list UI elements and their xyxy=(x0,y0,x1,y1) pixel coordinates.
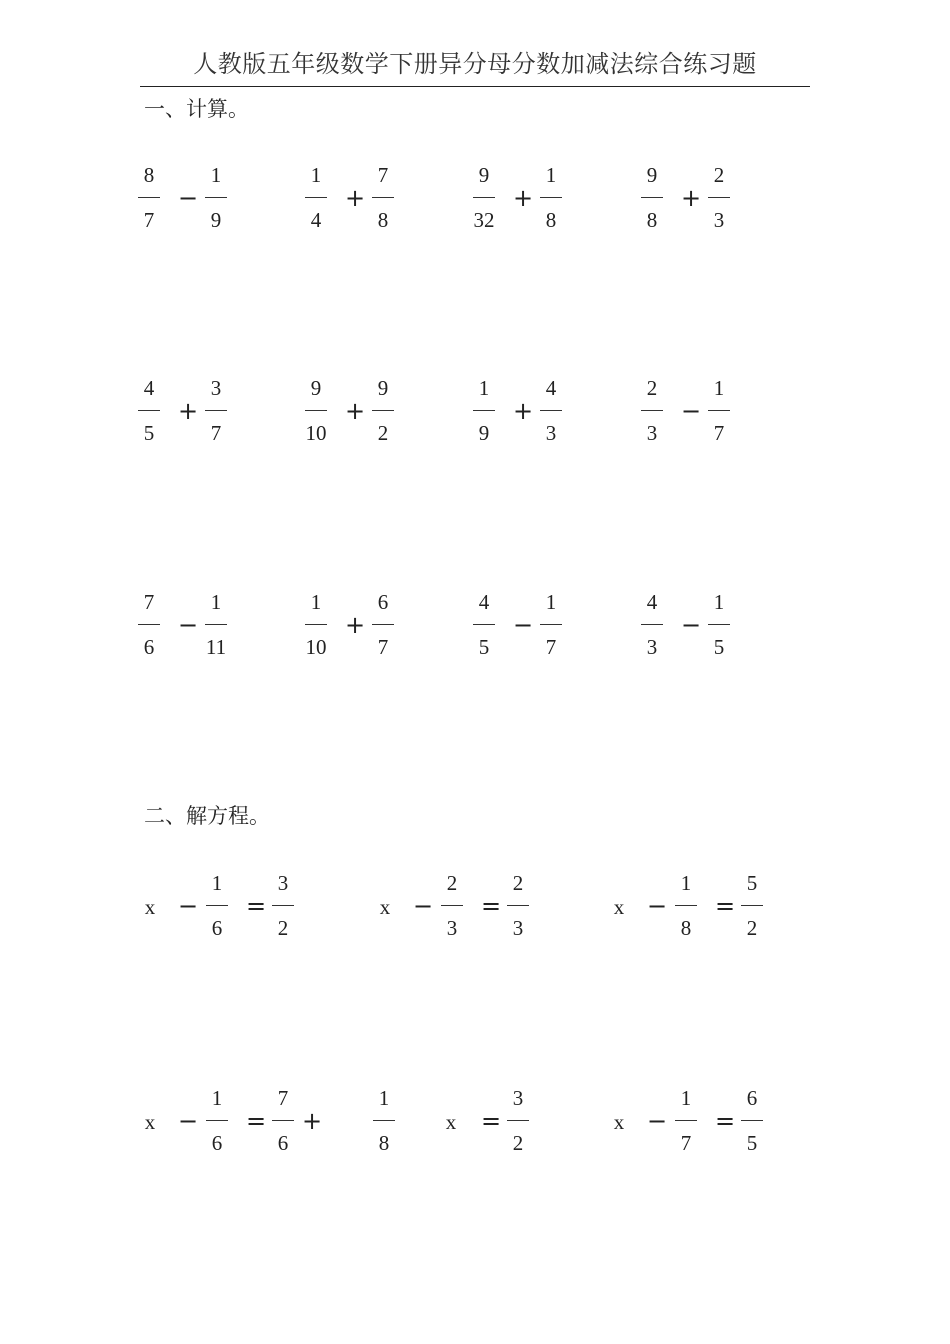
operator: − xyxy=(512,611,534,639)
fraction-bar xyxy=(372,410,394,411)
numerator: 4 xyxy=(143,376,155,400)
denominator: 6 xyxy=(277,1131,289,1155)
denominator: 3 xyxy=(646,421,658,445)
fraction xyxy=(301,160,331,240)
fraction-bar xyxy=(708,197,730,198)
numerator: 7 xyxy=(277,1086,289,1110)
denominator: 6 xyxy=(211,916,223,940)
numerator: 3 xyxy=(512,1086,524,1110)
denominator: 7 xyxy=(210,421,222,445)
numerator: 7 xyxy=(143,590,155,614)
denominator: 32 xyxy=(473,208,495,232)
fraction xyxy=(503,868,533,948)
variable-x: x xyxy=(379,895,391,919)
denominator: 7 xyxy=(680,1131,692,1155)
fraction-bar xyxy=(507,905,529,906)
fraction-bar xyxy=(441,905,463,906)
fraction xyxy=(268,1083,298,1163)
fraction xyxy=(503,1083,533,1163)
numerator: 1 xyxy=(680,1086,692,1110)
numerator: 5 xyxy=(746,871,758,895)
fraction xyxy=(202,1083,232,1163)
section-1-heading: 一、计算。 xyxy=(144,97,249,121)
fraction-bar xyxy=(741,905,763,906)
operator: − xyxy=(177,611,199,639)
denominator: 4 xyxy=(310,208,322,232)
fraction-bar xyxy=(206,1120,228,1121)
denominator: 3 xyxy=(646,635,658,659)
numerator: 4 xyxy=(478,590,490,614)
fraction xyxy=(637,373,667,453)
equals-sign: = xyxy=(245,892,267,920)
fraction-bar xyxy=(675,1120,697,1121)
fraction-bar xyxy=(473,197,495,198)
denominator: 8 xyxy=(378,1131,390,1155)
problem-row xyxy=(0,373,950,453)
fraction xyxy=(704,373,734,453)
fraction xyxy=(368,160,398,240)
fraction-bar xyxy=(675,905,697,906)
fraction xyxy=(637,587,667,667)
numerator: 3 xyxy=(277,871,289,895)
fraction xyxy=(201,160,231,240)
operator: + xyxy=(680,184,702,212)
numerator: 6 xyxy=(746,1086,758,1110)
numerator: 2 xyxy=(446,871,458,895)
denominator: 2 xyxy=(512,1131,524,1155)
variable-x: x xyxy=(613,895,625,919)
denominator: 9 xyxy=(478,421,490,445)
denominator: 7 xyxy=(713,421,725,445)
operator: + xyxy=(512,184,534,212)
numerator: 9 xyxy=(478,163,490,187)
fraction-bar xyxy=(507,1120,529,1121)
fraction xyxy=(268,868,298,948)
fraction xyxy=(536,160,566,240)
denominator: 5 xyxy=(478,635,490,659)
denominator: 7 xyxy=(545,635,557,659)
fraction xyxy=(704,587,734,667)
operator: + xyxy=(344,184,366,212)
fraction xyxy=(201,587,231,667)
fraction xyxy=(134,160,164,240)
denominator: 5 xyxy=(143,421,155,445)
fraction-bar xyxy=(305,197,327,198)
fraction xyxy=(737,868,767,948)
variable-x: x xyxy=(144,1110,156,1134)
fraction xyxy=(469,587,499,667)
numerator: 1 xyxy=(545,590,557,614)
numerator: 4 xyxy=(646,590,658,614)
operator: − xyxy=(680,611,702,639)
denominator: 8 xyxy=(680,916,692,940)
fraction xyxy=(671,1083,701,1163)
variable-x: x xyxy=(144,895,156,919)
fraction xyxy=(368,373,398,453)
denominator: 3 xyxy=(545,421,557,445)
fraction xyxy=(201,373,231,453)
numerator: 7 xyxy=(377,163,389,187)
numerator: 2 xyxy=(713,163,725,187)
fraction-bar xyxy=(305,410,327,411)
denominator: 11 xyxy=(205,635,227,659)
fraction-bar xyxy=(641,197,663,198)
denominator: 5 xyxy=(713,635,725,659)
fraction-bar xyxy=(473,410,495,411)
denominator: 8 xyxy=(545,208,557,232)
operator: + xyxy=(344,397,366,425)
fraction-bar xyxy=(373,1120,395,1121)
denominator: 10 xyxy=(305,635,327,659)
fraction-bar xyxy=(708,624,730,625)
variable-x: x xyxy=(445,1110,457,1134)
numerator: 6 xyxy=(377,590,389,614)
fraction xyxy=(134,587,164,667)
operator: + xyxy=(301,1107,323,1135)
numerator: 1 xyxy=(210,590,222,614)
numerator: 9 xyxy=(646,163,658,187)
numerator: 2 xyxy=(646,376,658,400)
denominator: 2 xyxy=(377,421,389,445)
fraction-bar xyxy=(205,410,227,411)
fraction-bar xyxy=(473,624,495,625)
fraction-bar xyxy=(205,197,227,198)
fraction-bar xyxy=(372,197,394,198)
numerator: 1 xyxy=(210,163,222,187)
fraction-bar xyxy=(372,624,394,625)
fraction-bar xyxy=(540,624,562,625)
fraction xyxy=(368,587,398,667)
numerator: 1 xyxy=(211,1086,223,1110)
numerator: 1 xyxy=(310,163,322,187)
operator: + xyxy=(512,397,534,425)
operator: − xyxy=(177,1107,199,1135)
fraction-bar xyxy=(138,624,160,625)
numerator: 1 xyxy=(211,871,223,895)
denominator: 6 xyxy=(211,1131,223,1155)
numerator: 1 xyxy=(680,871,692,895)
numerator: 1 xyxy=(713,590,725,614)
fraction-bar xyxy=(205,624,227,625)
fraction-bar xyxy=(138,197,160,198)
operator: − xyxy=(646,892,668,920)
denominator: 7 xyxy=(377,635,389,659)
numerator: 1 xyxy=(713,376,725,400)
numerator: 3 xyxy=(210,376,222,400)
denominator: 2 xyxy=(746,916,758,940)
equals-sign: = xyxy=(480,892,502,920)
equals-sign: = xyxy=(714,892,736,920)
equation-row xyxy=(0,868,950,948)
fraction xyxy=(301,373,331,453)
fraction-bar xyxy=(272,905,294,906)
numerator: 4 xyxy=(545,376,557,400)
denominator: 9 xyxy=(210,208,222,232)
fraction xyxy=(134,373,164,453)
fraction-bar xyxy=(641,410,663,411)
numerator: 1 xyxy=(478,376,490,400)
fraction xyxy=(737,1083,767,1163)
equals-sign: = xyxy=(714,1107,736,1135)
title-underline xyxy=(140,86,810,87)
denominator: 8 xyxy=(377,208,389,232)
operator: − xyxy=(680,397,702,425)
numerator: 2 xyxy=(512,871,524,895)
denominator: 3 xyxy=(713,208,725,232)
fraction-bar xyxy=(138,410,160,411)
operator: − xyxy=(646,1107,668,1135)
variable-x: x xyxy=(613,1110,625,1134)
denominator: 6 xyxy=(143,635,155,659)
denominator: 8 xyxy=(646,208,658,232)
operator: − xyxy=(177,892,199,920)
fraction xyxy=(536,373,566,453)
fraction-bar xyxy=(305,624,327,625)
section-2-heading: 二、解方程。 xyxy=(144,804,270,828)
numerator: 9 xyxy=(377,376,389,400)
fraction-bar xyxy=(540,197,562,198)
denominator: 10 xyxy=(305,421,327,445)
equals-sign: = xyxy=(480,1107,502,1135)
denominator: 2 xyxy=(277,916,289,940)
denominator: 3 xyxy=(446,916,458,940)
denominator: 5 xyxy=(746,1131,758,1155)
fraction xyxy=(437,868,467,948)
fraction xyxy=(704,160,734,240)
numerator: 1 xyxy=(310,590,322,614)
operator: − xyxy=(412,892,434,920)
operator: + xyxy=(177,397,199,425)
numerator: 9 xyxy=(310,376,322,400)
fraction xyxy=(469,160,499,240)
operator: − xyxy=(177,184,199,212)
fraction xyxy=(469,373,499,453)
fraction xyxy=(671,868,701,948)
fraction-bar xyxy=(540,410,562,411)
page-title: 人教版五年级数学下册异分母分数加减法综合练习题 xyxy=(193,50,757,78)
fraction-bar xyxy=(741,1120,763,1121)
numerator: 1 xyxy=(378,1086,390,1110)
numerator: 8 xyxy=(143,163,155,187)
numerator: 1 xyxy=(545,163,557,187)
problem-row xyxy=(0,587,950,667)
fraction xyxy=(301,587,331,667)
fraction xyxy=(637,160,667,240)
fraction-bar xyxy=(272,1120,294,1121)
operator: + xyxy=(344,611,366,639)
equation-row xyxy=(0,1083,950,1163)
fraction xyxy=(536,587,566,667)
equals-sign: = xyxy=(245,1107,267,1135)
fraction-bar xyxy=(708,410,730,411)
fraction-bar xyxy=(206,905,228,906)
fraction xyxy=(369,1083,399,1163)
fraction xyxy=(202,868,232,948)
fraction-bar xyxy=(641,624,663,625)
denominator: 7 xyxy=(143,208,155,232)
denominator: 3 xyxy=(512,916,524,940)
problem-row xyxy=(0,160,950,240)
